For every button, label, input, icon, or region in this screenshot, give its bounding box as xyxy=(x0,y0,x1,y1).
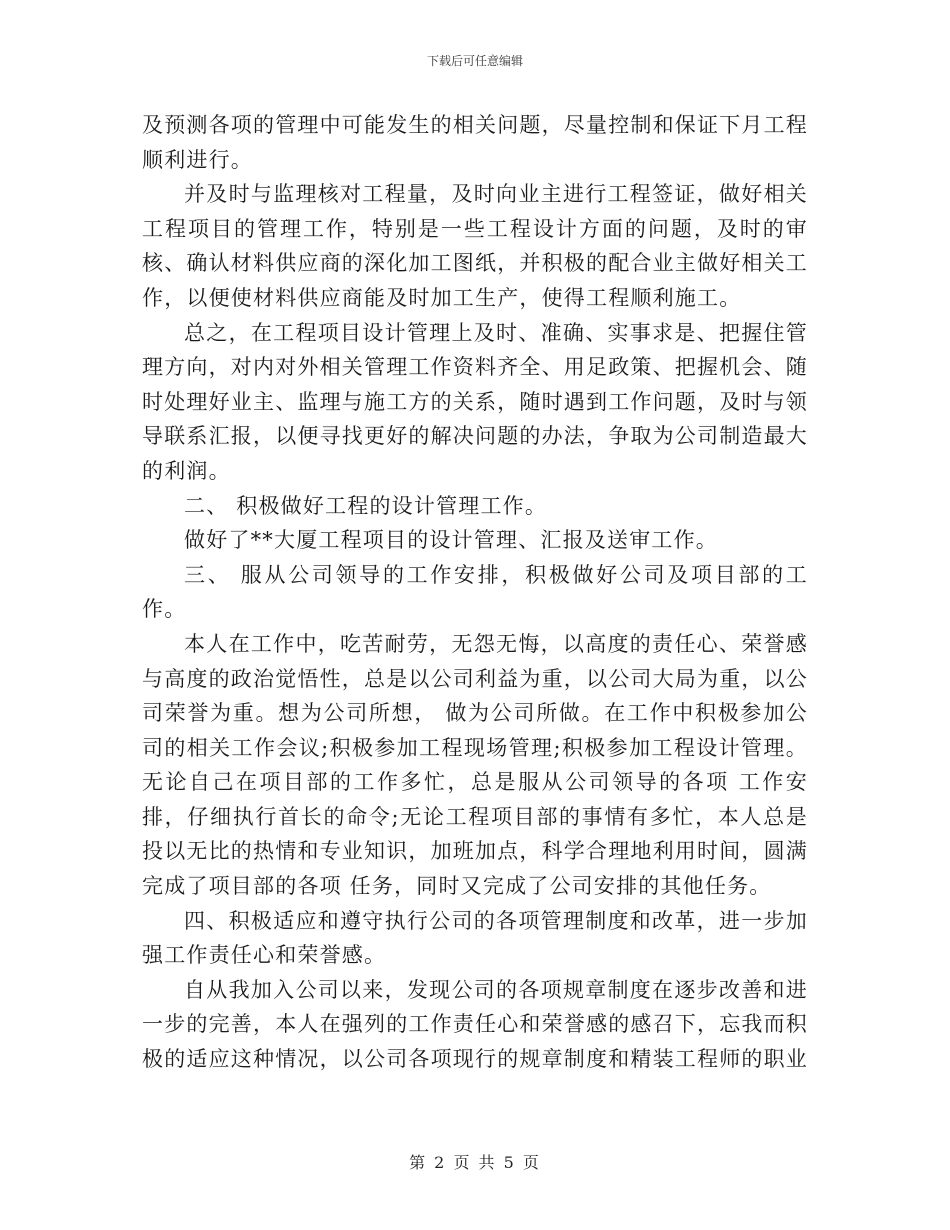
page-header-note: 下载后可任意编辑 xyxy=(426,54,523,68)
paragraph-supervision: 并及时与监理核对工程量，及时向业主进行工程签证，做好相关工程项目的管理工作，特别是一些工程设计方面的问题，及时的审核、确认材料供应商的深化加工图纸，并积极的配合业主做好相关工作，以便使材料供应商能及时加工生产，使得工程顺利施工。 xyxy=(142,182,808,310)
section-heading-three: 三、 服从公司领导的工作安排，积极做好公司及项目部的工作。 xyxy=(142,562,808,622)
paragraph-summary: 总之，在工程项目设计管理上及时、准确、实事求是、把握住管理方向，对内对外相关管理工作资料齐全、用足政策、把握机会、随时处理好业主、监理与施工方的关系，随时遇到工作问题，及时与领导联系汇报，以便寻找更好的解决问题的办法，争取为公司制造最大的利润。 xyxy=(142,320,808,483)
paragraph-continuation: 及预测各项的管理中可能发生的相关问题，尽量控制和保证下月工程顺利进行。 xyxy=(142,113,808,172)
document-body xyxy=(142,108,808,1077)
section-heading-four: 四、积极适应和遵守执行公司的各项管理制度和改革，进一步加强工作责任心和荣誉感。 xyxy=(142,908,808,968)
paragraph-rules-adaptation: 自从我加入公司以来，发现公司的各项规章制度在逐步改善和进一步的完善，本人在强列的工作责任心和荣誉感的感召下，忘我而积极的适应这种情况，以公司各项现行的规章制度和精装工程师的职业 xyxy=(142,977,808,1072)
paragraph-work-attitude: 本人在工作中，吃苦耐劳，无怨无悔，以高度的责任心、荣誉感与高度的政治觉悟性，总是以公司利益为重，以公司大局为重，以公司荣誉为重。想为公司所想， 做为公司所做。在工作中积极参加公司的相关工作会议;积极参加工程现场管理;积极参加工程设计管理。无论自己在项目部的工作多忙，总是服从公司领导的各项 工作安排，仔细执行首长的命令;无论工程项目部的事情有多忙，本人总是投以无比的热情和专业知识，加班加点，科学合理地利用时间，圆满完成了项目部的各项 任务，同时又完成了公司安排的其他任务。 xyxy=(142,631,808,899)
section-heading-two: 二、 积极做好工程的设计管理工作。 xyxy=(184,493,548,518)
page-number: 第 2 页 共 5 页 xyxy=(409,1153,541,1172)
paragraph-design-management: 做好了**大厦工程项目的设计管理、汇报及送审工作。 xyxy=(184,528,718,553)
